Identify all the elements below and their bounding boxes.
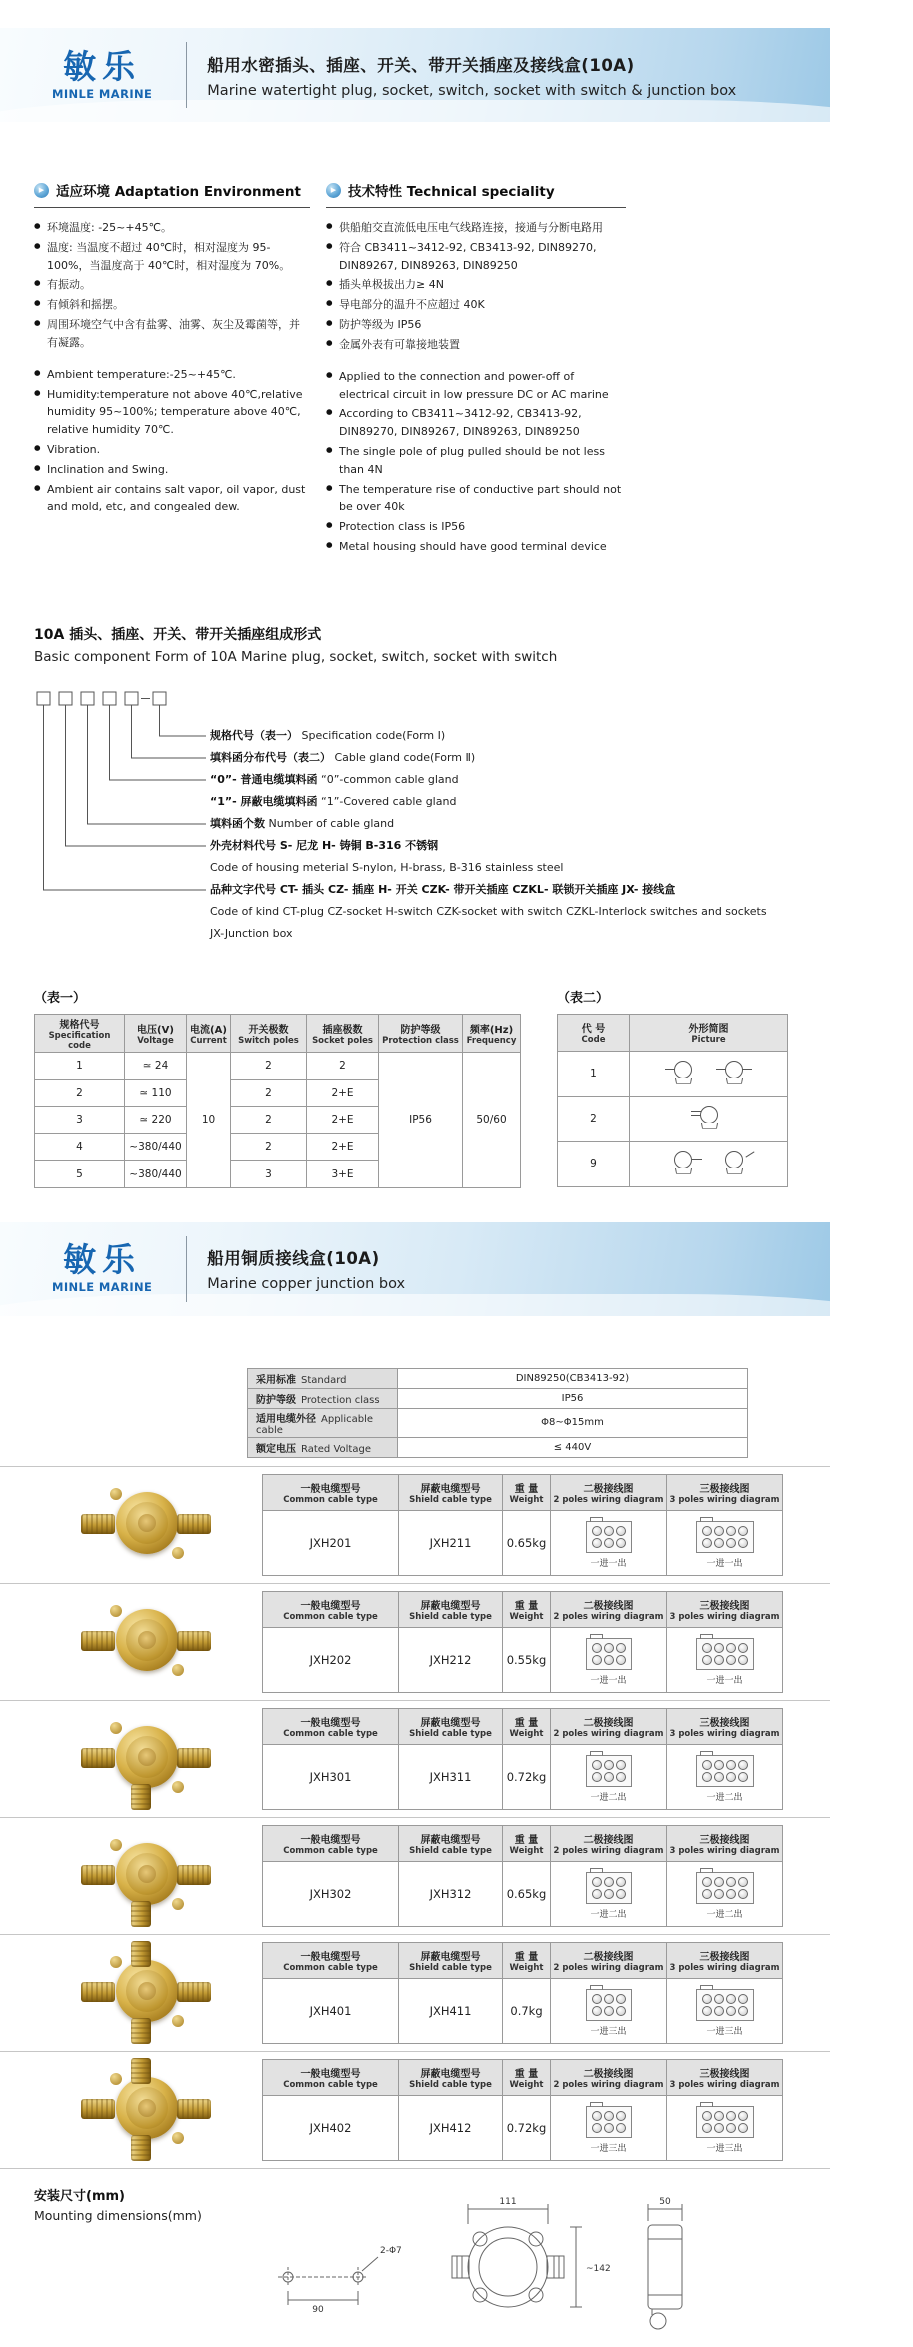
bullet-item: ● 防护等级为 IP56: [326, 316, 626, 334]
technical-heading: [326, 180, 626, 208]
component-form-title-en: Basic component Form of 10A Marine plug, socket, switch, socket with switch: [34, 648, 558, 665]
code-label-en: “0”-common cable gland: [321, 772, 459, 786]
dim-height: ~142: [586, 2263, 611, 2274]
col-header: 屏蔽电缆型号 Shield cable type: [399, 1825, 503, 1861]
table-row: [263, 2095, 783, 2160]
bullet-item: ● Humidity:temperature not above 40℃,relative humidity 95~100%; temperature above 40℃, relative humidity 70℃.: [34, 386, 310, 439]
cable-gland-icon: [665, 1060, 701, 1087]
cell-shield-type: JXH412: [399, 2095, 503, 2160]
code-label-cn: 品种文字代号 CT- 插头 CZ- 插座 H- 开关 CZK- 带开关插座 CZKL- 联锁开关插座 JX- 接线盒: [210, 882, 676, 896]
header-band-1-inner: [0, 42, 736, 108]
cell-code: 1: [35, 1052, 125, 1079]
cell-switch-poles: 2: [231, 1052, 307, 1079]
col-header: 屏蔽电缆型号 Shield cable type: [399, 1474, 503, 1510]
bullet-item: ● According to CB3411~3412-92, CB3413-92, DIN89270, DIN89267, DIN89263, DIN89250: [326, 405, 626, 441]
wiring-caption: 一进一出: [590, 1559, 627, 1570]
table-row: [263, 1627, 783, 1692]
cell-common-type: JXH401: [263, 1978, 399, 2043]
table-row: [35, 1052, 521, 1079]
junction-box-photo: [71, 1594, 221, 1690]
technical-title: 技术特性 Technical speciality: [348, 184, 555, 200]
code-label: [210, 923, 796, 945]
wiring-diagram-icon: [586, 1638, 632, 1670]
bullet-item: ● 有振动。: [34, 276, 310, 294]
dim-width: 111: [499, 2196, 517, 2207]
wiring-diagram-icon: [696, 1638, 754, 1670]
col-header: 一般电缆型号 Common cable type: [263, 1591, 399, 1627]
code-label: [210, 857, 796, 879]
code-label-cn: “1”- 屏蔽电缆填料函: [210, 794, 318, 808]
cable-gland-icon: [716, 1060, 752, 1087]
adaptation-column: [34, 180, 310, 570]
col-header: 一般电缆型号 Common cable type: [263, 1474, 399, 1510]
cell-code: 2: [35, 1079, 125, 1106]
brand-logo: [52, 1240, 153, 1295]
cell-code: 9: [558, 1141, 630, 1186]
wiring-diagram-icon: [586, 1755, 632, 1787]
dim-hole-label: 2-Φ7: [380, 2245, 402, 2256]
product-photo-cell: [30, 2062, 262, 2158]
cell-switch-poles: 2: [231, 1079, 307, 1106]
wiring-caption: 一进一出: [706, 1559, 743, 1570]
table-header-row: [263, 2059, 783, 2095]
col-header: 插座极数 Socket poles: [307, 1014, 379, 1052]
page-title-cn: 船用水密插头、插座、开关、带开关插座及接线盒(10A): [207, 55, 635, 75]
col-header: 二极接线图 2 poles wiring diagram: [551, 1942, 667, 1978]
bullet-item: ● 环境温度: -25~+45℃。: [34, 219, 310, 237]
standards-label: 采用标准 Standard: [248, 1368, 398, 1388]
code-label-cn: 规格代号（表一）: [210, 728, 298, 742]
standards-label: 额定电压 Rated Voltage: [248, 1437, 398, 1457]
form2-table: [557, 1014, 788, 1187]
product-table: [262, 1942, 783, 2044]
code-diagram-lines: [36, 691, 212, 905]
table-row: [263, 1510, 783, 1575]
cell-common-type: JXH201: [263, 1510, 399, 1575]
table-header-row: [35, 1014, 521, 1052]
col-header: 一般电缆型号 Common cable type: [263, 2059, 399, 2095]
code-label-cn: 外壳材料代号 S- 尼龙 H- 铸铜 B-316 不锈钢: [210, 838, 439, 852]
cell-wiring-2pole: [551, 2095, 667, 2160]
wiring-diagram-icon: [696, 1989, 754, 2021]
standards-table: [247, 1368, 748, 1458]
standards-label: 适用电缆外径 Applicable cable: [248, 1408, 398, 1437]
dim-depth: 50: [659, 2196, 671, 2207]
cell-common-type: JXH402: [263, 2095, 399, 2160]
wiring-caption: 一进三出: [706, 2144, 743, 2155]
technical-en-list: [326, 368, 626, 556]
cell-socket-poles: 2+E: [307, 1133, 379, 1160]
col-header: 屏蔽电缆型号 Shield cable type: [399, 1708, 503, 1744]
cell-code: 5: [35, 1160, 125, 1187]
cell-code: 4: [35, 1133, 125, 1160]
wiring-diagram-icon: [696, 1872, 754, 1904]
wiring-caption: 一进一出: [706, 1676, 743, 1687]
code-label-cn: 填料函分布代号（表二）: [210, 750, 331, 764]
wiring-caption: 一进二出: [590, 1793, 627, 1804]
code-label: [210, 747, 796, 769]
mounting-title-en: Mounting dimensions(mm): [34, 2207, 202, 2223]
col-header: 重 量 Weight: [503, 1942, 551, 1978]
forms-section: [0, 987, 830, 1188]
bullet-item: ● The temperature rise of conductive part should not be over 40k: [326, 481, 626, 517]
col-header: 屏蔽电缆型号 Shield cable type: [399, 1591, 503, 1627]
code-label-en: Code of housing meterial S-nylon, H-brass, B-316 stainless steel: [210, 860, 564, 874]
wiring-diagram-icon: [586, 1989, 632, 2021]
col-header: 电压(V) Voltage: [125, 1014, 187, 1052]
cell-switch-poles: 2: [231, 1106, 307, 1133]
cell-wiring-3pole: [667, 1510, 783, 1575]
cell-socket-poles: 2+E: [307, 1079, 379, 1106]
cell-picture: [630, 1051, 788, 1096]
header-band-2: [0, 1222, 830, 1316]
code-label: [210, 879, 796, 901]
table-header-row: [263, 1708, 783, 1744]
col-header: 三极接线图 3 poles wiring diagram: [667, 1591, 783, 1627]
technical-column: [326, 180, 626, 570]
cell-common-type: JXH301: [263, 1744, 399, 1809]
code-label-en: Specification code(Form Ⅰ): [301, 728, 446, 742]
product-row: [0, 1817, 830, 1934]
cell-voltage: ≃ 110: [125, 1079, 187, 1106]
bullet-item: ● 温度: 当温度不超过 40℃时，相对湿度为 95-100%，当温度高于 40℃时，相对湿度为 70%。: [34, 239, 310, 275]
col-header: 二极接线图 2 poles wiring diagram: [551, 1591, 667, 1627]
bullet-item: ● 符合 CB3411~3412-92, CB3413-92, DIN89270, DIN89267, DIN89263, DIN89250: [326, 239, 626, 275]
wiring-caption: 一进三出: [590, 2144, 627, 2155]
code-label: [210, 769, 796, 791]
table-header-row: [558, 1014, 788, 1051]
code-label: [210, 835, 796, 857]
cell-wiring-3pole: [667, 1861, 783, 1926]
col-header: 三极接线图 3 poles wiring diagram: [667, 1825, 783, 1861]
product-row: [0, 1934, 830, 2051]
col-header: 代 号 Code: [558, 1014, 630, 1051]
col-header: 重 量 Weight: [503, 1474, 551, 1510]
product-row: [0, 1583, 830, 1700]
spec-columns: [0, 180, 830, 570]
col-header: 开关极数 Switch poles: [231, 1014, 307, 1052]
bullet-item: ● Metal housing should have good terminal device: [326, 538, 626, 556]
cell-weight: 0.65kg: [503, 1510, 551, 1575]
cell-weight: 0.7kg: [503, 1978, 551, 2043]
code-label-en: “1”-Covered cable gland: [321, 794, 457, 808]
wiring-diagram-icon: [586, 1521, 632, 1553]
code-label-cn: “0”- 普通电缆填料函: [210, 772, 318, 786]
technical-cn-list: [326, 219, 626, 354]
product-table: [262, 1825, 783, 1927]
dim-hole-span: 90: [312, 2304, 324, 2315]
col-header: 电流(A) Current: [187, 1014, 231, 1052]
header-titles: [207, 52, 736, 99]
cell-common-type: JXH302: [263, 1861, 399, 1926]
col-header: 屏蔽电缆型号 Shield cable type: [399, 2059, 503, 2095]
wiring-caption: 一进三出: [590, 2027, 627, 2038]
section-title-cn: 船用铜质接线盒(10A): [207, 1249, 380, 1269]
bullet-item: ● 金属外表有可靠接地装置: [326, 336, 626, 354]
cell-wiring-2pole: [551, 1978, 667, 2043]
wiring-caption: 一进二出: [706, 1793, 743, 1804]
mounting-title: [34, 2179, 240, 2347]
product-photo-cell: [30, 1711, 262, 1807]
code-label-en: JX-Junction box: [210, 926, 293, 940]
cell-code: 2: [558, 1096, 630, 1141]
form1-label: （表一）: [34, 990, 87, 1006]
bullet-item: ● Ambient temperature:-25~+45℃.: [34, 366, 310, 384]
table-header-row: [263, 1942, 783, 1978]
code-diagram-labels: [210, 691, 796, 945]
header-divider: [186, 1236, 187, 1302]
junction-box-photo: [71, 1945, 221, 2041]
cell-wiring-3pole: [667, 1627, 783, 1692]
wiring-caption: 一进一出: [590, 1676, 627, 1687]
brand-logo-en: MINLE MARINE: [52, 1280, 153, 1295]
product-photo-cell: [30, 1945, 262, 2041]
wiring-diagram-icon: [586, 2106, 632, 2138]
cell-voltage: ~380/440: [125, 1133, 187, 1160]
col-header: 外形简图 Picture: [630, 1014, 788, 1051]
cell-picture: [630, 1141, 788, 1186]
cell-shield-type: JXH312: [399, 1861, 503, 1926]
table-row: [248, 1437, 748, 1457]
product-list: [0, 1466, 830, 2169]
table-row: [248, 1408, 748, 1437]
cell-common-type: JXH202: [263, 1627, 399, 1692]
standards-value: ≤ 440V: [398, 1437, 748, 1457]
form2-block: [557, 987, 788, 1187]
cell-shield-type: JXH211: [399, 1510, 503, 1575]
form2-label: （表二）: [557, 990, 610, 1006]
table-row: [263, 1861, 783, 1926]
code-label: [210, 901, 796, 923]
product-row: [0, 1700, 830, 1817]
col-header: 频率(Hz) Frequency: [463, 1014, 521, 1052]
bullet-item: ● Applied to the connection and power-off of electrical circuit in low pressure DC or AC marine: [326, 368, 626, 404]
code-label-en: Cable gland code(Form Ⅱ): [334, 750, 476, 764]
bullet-item: ● 周围环境空气中含有盐雾、油雾、灰尘及霉菌等，并有凝露。: [34, 316, 310, 352]
code-label-en: Code of kind CT-plug CZ-socket H-switch CZK-socket with switch CZKL-Interlock switches and sockets: [210, 904, 767, 918]
col-header: 二极接线图 2 poles wiring diagram: [551, 2059, 667, 2095]
product-photo-cell: [30, 1594, 262, 1690]
table-row: [558, 1141, 788, 1186]
table-header-row: [263, 1474, 783, 1510]
col-header: 一般电缆型号 Common cable type: [263, 1942, 399, 1978]
cell-code: 1: [558, 1051, 630, 1096]
product-table: [262, 1708, 783, 1810]
cable-gland-icon: [665, 1150, 701, 1177]
wiring-diagram-icon: [696, 1755, 754, 1787]
col-header: 防护等级 Protection class: [379, 1014, 463, 1052]
junction-box-photo: [71, 1828, 221, 1924]
code-label: [210, 725, 796, 747]
standards-value: Φ8~Φ15mm: [398, 1408, 748, 1437]
play-icon: ▶: [326, 183, 341, 198]
cell-frequency: 50/60: [463, 1052, 521, 1187]
col-header: 屏蔽电缆型号 Shield cable type: [399, 1942, 503, 1978]
cell-wiring-2pole: [551, 1510, 667, 1575]
mounting-section: [0, 2179, 830, 2347]
adaptation-title: 适应环境 Adaptation Environment: [56, 184, 301, 200]
cell-voltage: ≃ 220: [125, 1106, 187, 1133]
product-table: [262, 1591, 783, 1693]
cell-shield-type: JXH212: [399, 1627, 503, 1692]
cell-switch-poles: 2: [231, 1133, 307, 1160]
cell-current: 10: [187, 1052, 231, 1187]
col-header: 重 量 Weight: [503, 1825, 551, 1861]
col-header: 重 量 Weight: [503, 1591, 551, 1627]
table-header-row: [263, 1825, 783, 1861]
header-titles: [207, 1245, 405, 1292]
code-label: [210, 813, 796, 835]
bullet-item: ● Inclination and Swing.: [34, 461, 310, 479]
cell-socket-poles: 2: [307, 1052, 379, 1079]
code-label-cn: 填料函个数: [210, 816, 265, 830]
form1-table: [34, 1014, 521, 1188]
code-label: [210, 791, 796, 813]
bullet-item: ● 导电部分的温升不应超过 40K: [326, 296, 626, 314]
bullet-item: ● 有倾斜和摇摆。: [34, 296, 310, 314]
cell-code: 3: [35, 1106, 125, 1133]
col-header: 二极接线图 2 poles wiring diagram: [551, 1825, 667, 1861]
brand-logo: [52, 46, 153, 101]
col-header: 一般电缆型号 Common cable type: [263, 1825, 399, 1861]
cell-wiring-2pole: [551, 1627, 667, 1692]
cell-weight: 0.65kg: [503, 1861, 551, 1926]
cell-voltage: ≃ 24: [125, 1052, 187, 1079]
catalog-page: [0, 28, 830, 2315]
brand-logo-cn: 敏乐: [63, 46, 142, 86]
product-photo-cell: [30, 1828, 262, 1924]
cell-shield-type: JXH311: [399, 1744, 503, 1809]
brand-logo-en: MINLE MARINE: [52, 86, 153, 101]
cell-wiring-2pole: [551, 1744, 667, 1809]
cell-socket-poles: 2+E: [307, 1106, 379, 1133]
junction-box-photo: [71, 1711, 221, 1807]
junction-box-photo: [71, 2062, 221, 2158]
table-row: [263, 1744, 783, 1809]
cell-wiring-3pole: [667, 2095, 783, 2160]
col-header: 三极接线图 3 poles wiring diagram: [667, 1708, 783, 1744]
wiring-caption: 一进二出: [590, 1910, 627, 1921]
wiring-diagram-icon: [696, 1521, 754, 1553]
cell-weight: 0.72kg: [503, 1744, 551, 1809]
product-table: [262, 1474, 783, 1576]
play-icon: ▶: [34, 183, 49, 198]
col-header: 规格代号 Specification code: [35, 1014, 125, 1052]
col-header: 二极接线图 2 poles wiring diagram: [551, 1474, 667, 1510]
bullet-item: ● The single pole of plug pulled should be not less than 4N: [326, 443, 626, 479]
product-row: [0, 2051, 830, 2168]
product-row: [0, 1466, 830, 1583]
col-header: 重 量 Weight: [503, 2059, 551, 2095]
bullet-item: ● Protection class is IP56: [326, 518, 626, 536]
cell-protection: IP56: [379, 1052, 463, 1187]
table-row: [248, 1368, 748, 1388]
cell-wiring-3pole: [667, 1978, 783, 2043]
adaptation-heading: [34, 180, 310, 208]
standards-value: DIN89250(CB3413-92): [398, 1368, 748, 1388]
code-label-en: Number of cable gland: [268, 816, 395, 830]
col-header: 二极接线图 2 poles wiring diagram: [551, 1708, 667, 1744]
col-header: 一般电缆型号 Common cable type: [263, 1708, 399, 1744]
col-header: 三极接线图 3 poles wiring diagram: [667, 1474, 783, 1510]
header-divider: [186, 42, 187, 108]
section-title-en: Marine copper junction box: [207, 1276, 406, 1293]
bullet-item: ● Vibration.: [34, 441, 310, 459]
cell-wiring-3pole: [667, 1744, 783, 1809]
col-header: 重 量 Weight: [503, 1708, 551, 1744]
adaptation-en-list: [34, 366, 310, 517]
table-row: [558, 1096, 788, 1141]
table-row: [263, 1978, 783, 2043]
cell-switch-poles: 3: [231, 1160, 307, 1187]
cell-wiring-2pole: [551, 1861, 667, 1926]
table-header-row: [263, 1591, 783, 1627]
cell-voltage: ~380/440: [125, 1160, 187, 1187]
mounting-title-cn: 安装尺寸(mm): [34, 2188, 125, 2204]
bullet-item: ● 插头单极拔出力≥ 4N: [326, 276, 626, 294]
code-diagram: [34, 691, 796, 953]
cell-weight: 0.72kg: [503, 2095, 551, 2160]
col-header: 三极接线图 3 poles wiring diagram: [667, 2059, 783, 2095]
brand-logo-cn: 敏乐: [63, 1240, 142, 1280]
junction-box-photo: [71, 1477, 221, 1573]
bullet-item: ● Ambient air contains salt vapor, oil vapor, dust and mold, etc, and congealed dew.: [34, 481, 310, 517]
cable-gland-icon: [691, 1105, 727, 1132]
bullet-item: ● 供船舶交直流低电压电气线路连接，接通与分断电路用: [326, 219, 626, 237]
form1-block: [34, 987, 521, 1188]
table-row: [558, 1051, 788, 1096]
standards-value: IP56: [398, 1388, 748, 1408]
col-header: 三极接线图 3 poles wiring diagram: [667, 1942, 783, 1978]
cell-picture: [630, 1096, 788, 1141]
wiring-diagram-icon: [586, 1872, 632, 1904]
table-row: [248, 1388, 748, 1408]
product-table: [262, 2059, 783, 2161]
cable-gland-icon: [716, 1150, 752, 1177]
cell-socket-poles: 3+E: [307, 1160, 379, 1187]
mounting-drawing: [240, 2179, 780, 2347]
adaptation-cn-list: [34, 219, 310, 352]
product-photo-cell: [30, 1477, 262, 1573]
wiring-caption: 一进二出: [706, 1910, 743, 1921]
standards-label: 防护等级 Protection class: [248, 1388, 398, 1408]
wiring-caption: 一进三出: [706, 2027, 743, 2038]
header-band-2-inner: [0, 1236, 405, 1302]
page-title-en: Marine watertight plug, socket, switch, socket with switch & junction box: [207, 82, 737, 99]
cell-weight: 0.55kg: [503, 1627, 551, 1692]
header-band-1: [0, 28, 830, 122]
component-form-title-cn: 10A 插头、插座、开关、带开关插座组成形式: [34, 626, 322, 643]
cell-shield-type: JXH411: [399, 1978, 503, 2043]
component-form-section: [0, 624, 830, 953]
wiring-diagram-icon: [696, 2106, 754, 2138]
